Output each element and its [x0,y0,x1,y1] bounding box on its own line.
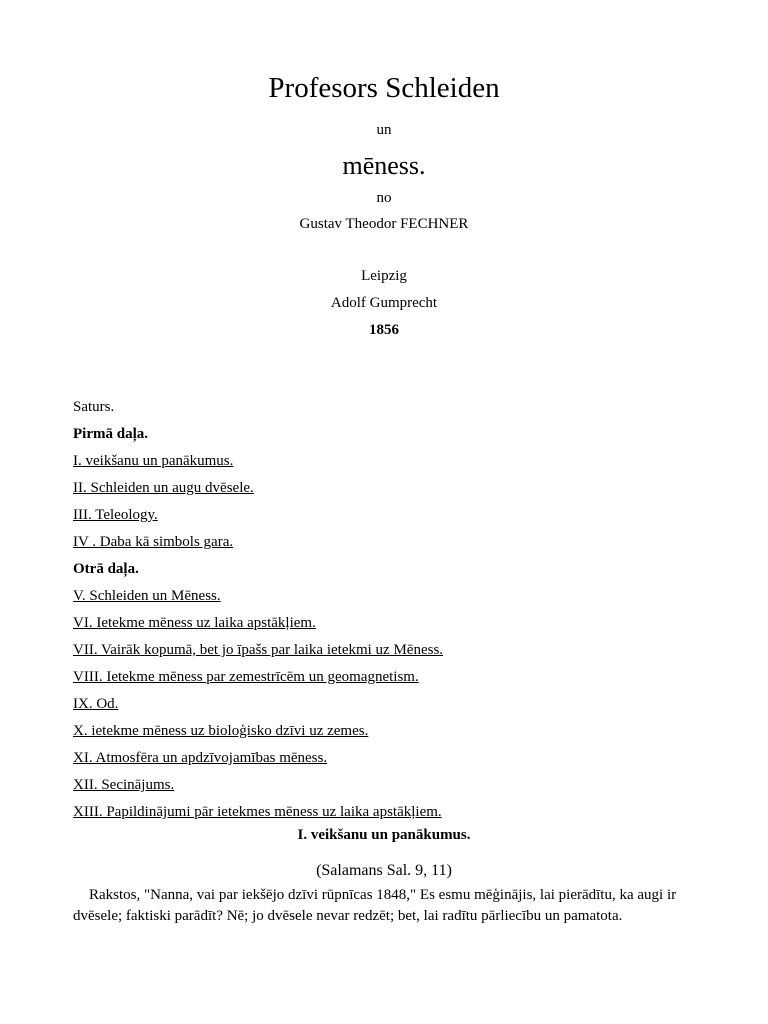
toc-link[interactable]: IV . Daba kā simbols gara. [73,534,234,550]
book-title: Profesors Schleiden [268,72,500,104]
chapter-epigraph: (Salamans Sal. 9, 11) [316,862,452,879]
body-paragraph: Rakstos, "Nanna, vai par iekšējo dzīvi rūpnīcas 1848," Es esmu mēģinājis, lai pierādītu, ka augi ir dvēsele; faktiski parādīt? Nē; jo dvēsele nevar redzēt; bet, lai radītu pārliecību un pamatota. [73,887,677,924]
author-name: Gustav Theodor FECHNER [299,216,469,232]
publication-year: 1856 [369,322,399,338]
table-of-contents [73,397,733,829]
publication-city: Leipzig [361,268,407,284]
toc-link[interactable]: XII. Secinājums. [73,777,175,793]
chapter-title: I. veikšanu un panākumus. [297,827,471,843]
toc-part-heading: Pirmā daļa. [73,426,148,442]
toc-link[interactable]: VII. Vairāk kopumā, bet jo īpašs par laika ietekmi uz Mēness. [73,642,444,658]
author-by: no [376,190,392,206]
toc-link[interactable]: XI. Atmosfēra un apdzīvojamības mēness. [73,750,328,766]
toc-part-heading: Otrā daļa. [73,561,139,577]
toc-link[interactable]: I. veikšanu un panākumus. [73,453,234,469]
toc-heading: Saturs. [73,399,115,415]
toc-link[interactable]: V. Schleiden un Mēness. [73,588,221,604]
toc-link[interactable]: IX. Od. [73,696,119,712]
title-conjunction: un [376,122,392,138]
toc-link[interactable]: II. Schleiden un augu dvēsele. [73,480,254,496]
toc-link[interactable]: XIII. Papildinājumi pār ietekmes mēness uz laika apstākļiem. [73,804,442,820]
publisher-name: Adolf Gumprecht [330,295,438,311]
toc-link[interactable]: III. Teleology. [73,507,158,523]
toc-link[interactable]: X. ietekme mēness uz bioloģisko dzīvi uz zemes. [73,723,369,739]
book-subtitle: mēness. [342,151,426,180]
toc-link[interactable]: VI. Ietekme mēness uz laika apstākļiem. [73,615,316,631]
toc-link[interactable]: VIII. Ietekme mēness par zemestrīcēm un geomagnetism. [73,669,419,685]
